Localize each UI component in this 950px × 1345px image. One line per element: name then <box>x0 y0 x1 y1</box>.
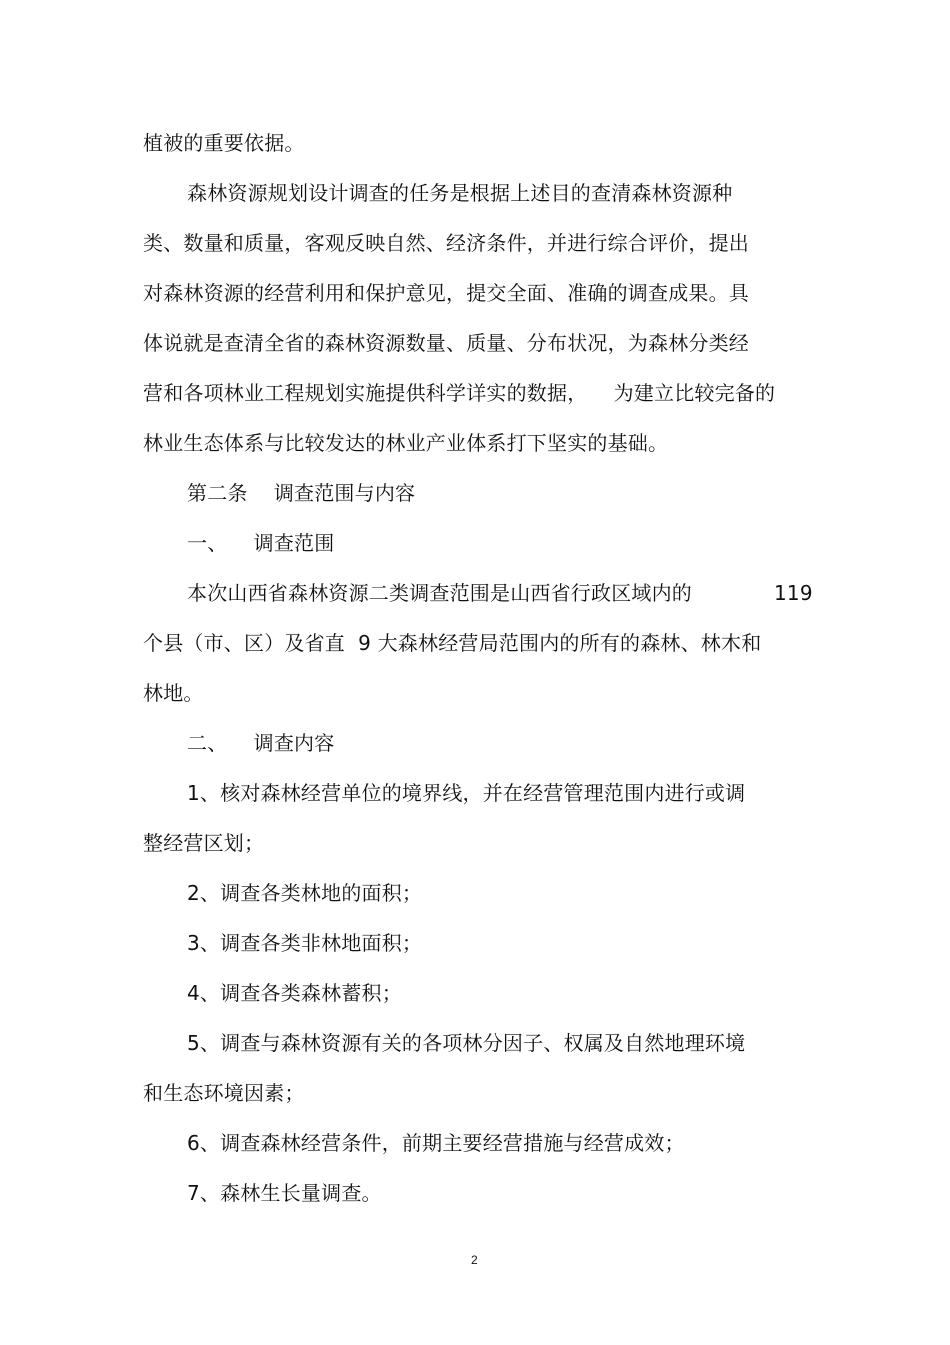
paragraph-line: 林业生态体系与比较发达的林业产业体系打下坚实的基础。 <box>143 431 669 455</box>
list-item-line: 7、森林生长量调查。 <box>187 1181 382 1205</box>
section-heading: 第二条 调查范围与内容 <box>187 481 416 505</box>
paragraph-line: 个县（市、区）及省直 9 大森林经营局范围内的所有的森林、林木和 <box>143 631 762 655</box>
page-number: 2 <box>471 1253 478 1267</box>
list-item-line: 1、核对森林经营单位的境界线，并在经营管理范围内进行或调 <box>187 781 746 805</box>
paragraph-line: 营和各项林业工程规划实施提供科学详实的数据， 为建立比较完备的 <box>143 381 776 405</box>
subsection-heading: 一、 调查范围 <box>187 531 335 555</box>
list-item-line: 和生态环境因素； <box>143 1081 305 1105</box>
list-item-line: 整经营区划； <box>143 831 265 855</box>
paragraph-line: 森林资源规划设计调查的任务是根据上述目的查清森林资源种 <box>187 181 733 205</box>
paragraph-line: 类、数量和质量，客观反映自然、经济条件，并进行综合评价，提出 <box>143 231 749 255</box>
paragraph-line: 体说就是查清全省的森林资源数量、质量、分布状况，为森林分类经 <box>143 331 749 355</box>
list-item-line: 4、调查各类森林蓄积； <box>187 981 402 1005</box>
paragraph-line: 本次山西省森林资源二类调查范围是山西省行政区域内的 <box>187 581 692 605</box>
paragraph-line: 对森林资源的经营利用和保护意见，提交全面、准确的调查成果。具 <box>143 281 749 305</box>
list-item-line: 2、调查各类林地的面积； <box>187 881 423 905</box>
list-item-line: 3、调查各类非林地面积； <box>187 931 423 955</box>
list-item-line: 5、调查与森林资源有关的各项林分因子、权属及自然地理环境 <box>187 1031 746 1055</box>
paragraph-line: 植被的重要依据。 <box>143 131 305 155</box>
list-item-line: 6、调查森林经营条件，前期主要经营措施与经营成效； <box>187 1131 685 1155</box>
paragraph-line: 林地。 <box>143 681 204 705</box>
paragraph-number: 119 <box>774 581 813 605</box>
subsection-heading: 二、 调查内容 <box>187 731 335 755</box>
